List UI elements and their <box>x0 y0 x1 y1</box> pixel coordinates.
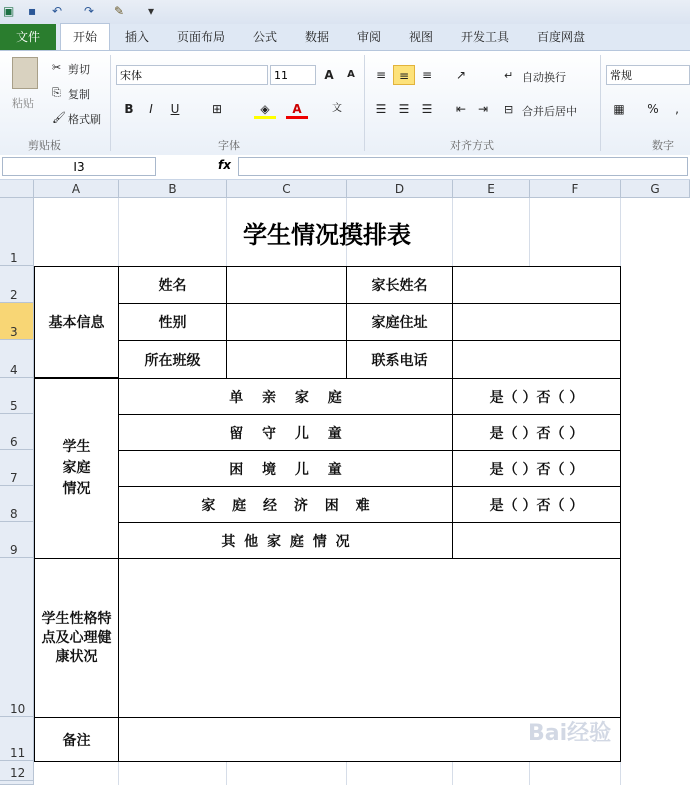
ribbon-tabs <box>0 24 690 50</box>
single-parent-label[interactable]: 单 亲 家 庭 <box>118 378 453 415</box>
row-number: 2 <box>10 288 18 302</box>
baidu-watermark: Bai经验 <box>528 721 612 746</box>
row-header-13[interactable] <box>0 781 34 785</box>
row-header-2[interactable] <box>0 266 34 303</box>
align-middle-icon[interactable]: ≡ <box>393 65 415 85</box>
paste-button[interactable]: 粘贴 <box>12 97 34 110</box>
basic-info-label[interactable]: 基本信息 <box>34 266 119 378</box>
row-header-12[interactable] <box>0 761 34 781</box>
left-behind-choice[interactable]: 是（ ）否（ ） <box>452 414 621 451</box>
address-label[interactable]: 家庭住址 <box>346 303 453 341</box>
decrease-indent-icon[interactable]: ⇤ <box>455 102 467 116</box>
single-parent-choice[interactable]: 是（ ）否（ ） <box>452 378 621 415</box>
number-format-select[interactable]: 常规 <box>606 65 690 85</box>
font-name-select[interactable]: 宋体 <box>116 65 268 85</box>
tab-home[interactable]: 开始 <box>60 23 110 51</box>
fx-icon[interactable]: fx <box>218 158 231 172</box>
wrap-text-icon[interactable]: ↵ <box>504 69 514 82</box>
merge-center-icon[interactable]: ⊟ <box>504 103 514 116</box>
other-family-label[interactable]: 其 他 家 庭 情 况 <box>118 522 453 559</box>
customize-qat-icon[interactable]: ▾ <box>148 4 155 18</box>
orientation-icon[interactable]: ↗ <box>455 68 467 82</box>
parent-name-label[interactable]: 家长姓名 <box>346 266 453 304</box>
row-number: 5 <box>10 399 18 413</box>
column-header-c[interactable]: C <box>227 180 347 198</box>
paste-icon[interactable] <box>12 57 38 89</box>
tab-insert[interactable]: 插入 <box>124 30 149 44</box>
number-group-label: 数字 <box>652 139 674 152</box>
formula-input[interactable] <box>238 157 688 176</box>
personality-label[interactable]: 学生性格特点及心理健康状况 <box>34 558 119 718</box>
italic-button[interactable]: I <box>149 102 153 116</box>
shrink-font-button[interactable]: A <box>347 69 355 80</box>
row-header-10[interactable] <box>0 558 34 717</box>
name-box[interactable]: I3 <box>2 157 156 176</box>
tab-baidu-netdisk[interactable]: 百度网盘 <box>536 30 585 44</box>
row-number: 12 <box>10 766 26 780</box>
economic-difficulty-label[interactable]: 家 庭 经 济 困 难 <box>118 486 453 523</box>
row-number: 10 <box>10 702 26 716</box>
row-header-5[interactable] <box>0 378 34 414</box>
column-header-a[interactable]: A <box>34 180 119 198</box>
comma-style-button[interactable]: , <box>675 102 679 116</box>
separator <box>600 55 601 151</box>
parent-name-value[interactable] <box>452 266 621 304</box>
format-painter-button[interactable]: 格式刷 <box>68 113 101 126</box>
border-icon[interactable]: ⊞ <box>211 102 223 116</box>
separator <box>364 55 365 151</box>
hardship-choice[interactable]: 是（ ）否（ ） <box>452 450 621 487</box>
phonetic-icon[interactable]: 文 <box>332 103 342 114</box>
tab-data[interactable]: 数据 <box>304 30 329 44</box>
align-right-icon[interactable]: ☰ <box>421 102 433 116</box>
undo-icon[interactable]: ↶ <box>52 4 63 18</box>
font-group-label: 字体 <box>218 139 240 152</box>
percent-button[interactable]: % <box>647 102 659 116</box>
other-family-value[interactable] <box>452 522 621 559</box>
row-number: 6 <box>10 435 18 449</box>
align-center-icon[interactable]: ☰ <box>398 102 410 116</box>
alignment-group-label: 对齐方式 <box>450 139 494 152</box>
tab-page-layout[interactable]: 页面布局 <box>176 30 225 44</box>
font-color-icon[interactable]: A <box>286 99 308 119</box>
row-header-6[interactable] <box>0 414 34 450</box>
save-icon[interactable]: ▪ <box>28 4 37 18</box>
row-number: 3 <box>10 325 18 339</box>
gender-value[interactable] <box>226 303 347 341</box>
column-header-g[interactable]: G <box>621 180 690 198</box>
column-header-b[interactable]: B <box>119 180 227 198</box>
bold-button[interactable]: B <box>124 102 134 116</box>
personality-value[interactable] <box>118 558 621 718</box>
excel-logo-icon: ▣ <box>3 4 15 18</box>
accounting-format-icon[interactable]: ▦ <box>613 102 625 116</box>
economic-difficulty-choice[interactable]: 是（ ）否（ ） <box>452 486 621 523</box>
row-number: 9 <box>10 543 18 557</box>
tab-developer[interactable]: 开发工具 <box>460 30 509 44</box>
underline-button[interactable]: U <box>170 102 180 116</box>
cut-icon[interactable]: ✂ <box>52 61 62 74</box>
align-top-icon[interactable]: ≡ <box>375 68 387 82</box>
align-left-icon[interactable]: ☰ <box>375 102 387 116</box>
gender-label[interactable]: 性别 <box>118 303 227 341</box>
phone-label[interactable]: 联系电话 <box>346 340 453 379</box>
row-number: 1 <box>10 251 18 265</box>
sheet-title[interactable]: 学生情况摸排表 <box>243 219 411 249</box>
tab-view[interactable]: 视图 <box>408 30 433 44</box>
class-label[interactable]: 所在班级 <box>118 340 227 379</box>
copy-icon[interactable]: ⎘ <box>52 86 61 99</box>
left-behind-label[interactable]: 留 守 儿 童 <box>118 414 453 451</box>
column-header-e[interactable]: E <box>453 180 530 198</box>
row-number: 4 <box>10 363 18 377</box>
ribbon <box>0 50 690 156</box>
phone-value[interactable] <box>452 340 621 379</box>
row-header-9[interactable] <box>0 522 34 558</box>
select-all-corner[interactable] <box>0 180 34 198</box>
align-bottom-icon[interactable]: ≡ <box>421 68 433 82</box>
grow-font-button[interactable]: A <box>324 68 334 82</box>
row-header-7[interactable] <box>0 450 34 486</box>
merge-center-button[interactable]: 合并后居中 <box>522 105 577 118</box>
name-value[interactable] <box>226 266 347 304</box>
tab-file[interactable]: 文件 <box>0 24 56 50</box>
macro-icon[interactable]: ✎ <box>114 4 125 18</box>
formula-bar <box>0 155 690 180</box>
wrap-text-button[interactable]: 自动换行 <box>522 71 566 84</box>
cut-button[interactable]: 剪切 <box>68 63 90 76</box>
tab-formulas[interactable]: 公式 <box>252 30 277 44</box>
clipboard-group-label: 剪贴板 <box>28 139 61 152</box>
hardship-label[interactable]: 困 境 儿 童 <box>118 450 453 487</box>
separator <box>110 55 111 151</box>
row-number: 8 <box>10 507 18 521</box>
redo-icon[interactable]: ↷ <box>84 4 95 18</box>
fill-color-icon[interactable]: ◈ <box>254 99 276 119</box>
copy-button[interactable]: 复制 <box>68 88 90 101</box>
address-value[interactable] <box>452 303 621 341</box>
row-header-4[interactable] <box>0 340 34 378</box>
increase-indent-icon[interactable]: ⇥ <box>477 102 489 116</box>
tab-review[interactable]: 审阅 <box>356 30 381 44</box>
class-value[interactable] <box>226 340 347 379</box>
quick-access-toolbar <box>0 0 690 25</box>
remarks-label[interactable]: 备注 <box>34 717 119 762</box>
row-header-8[interactable] <box>0 486 34 522</box>
column-header-d[interactable]: D <box>347 180 453 198</box>
row-header-11[interactable] <box>0 717 34 761</box>
family-section-label[interactable]: 学生家庭情况 <box>34 378 119 559</box>
name-label[interactable]: 姓名 <box>118 266 227 304</box>
column-header-f[interactable]: F <box>530 180 621 198</box>
row-header-3[interactable] <box>0 303 34 340</box>
format-painter-icon[interactable]: 🖌 <box>52 111 66 124</box>
row-header-1[interactable] <box>0 198 34 266</box>
row-number: 11 <box>10 746 26 760</box>
font-size-select[interactable]: 11 <box>270 65 316 85</box>
row-number: 7 <box>10 471 18 485</box>
